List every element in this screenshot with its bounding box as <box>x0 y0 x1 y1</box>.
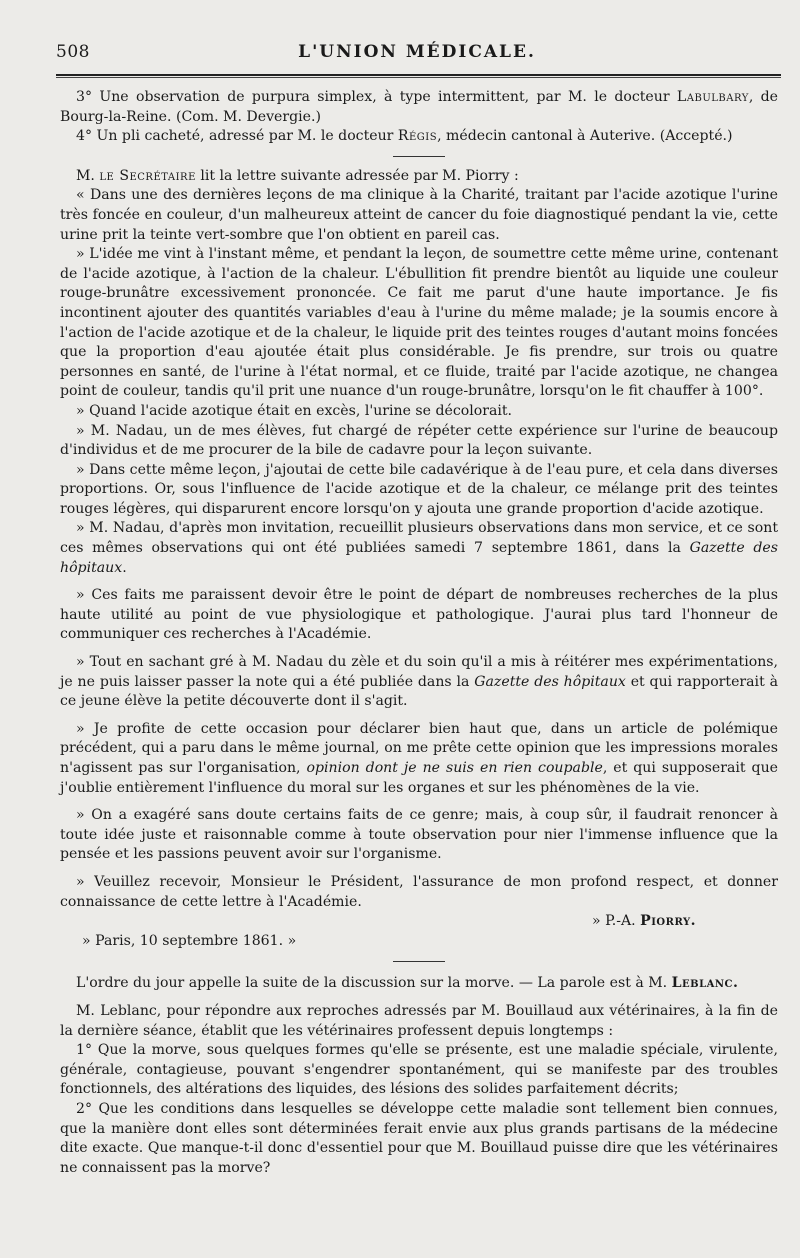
letter-paragraph: » M. Nadau, d'après mon invitation, recueillit plusieurs observations dans mon service, et ce sont ces mêmes observations qui ont été publiées samedi 7 septembre 1861, dans la Gazette des hôpitaux. <box>60 520 778 576</box>
letter-paragraph: » Je profite de cette occasion pour déclarer bien haut que, dans un article de polémique précédent, qui a paru dans le même journal, on me prête cette opinion que les impressions morales n'agissent pas sur l'organisation, opinion dont je ne suis en rien coupable, et qui supposerait que j'oublie entièrement l'influence du moral sur les organes et sur les phénomènes de la vie. <box>60 720 778 796</box>
point-item: 2° Que les conditions dans lesquelles se développe cette maladie sont tellement bien connues, que la manière dont elles sont déterminées ferait envie aux plus grands partisans de la médecine dite exacte. Que manque-t-il donc d'essentiel pour que M. Bouillaud puisse dire que les vétérinaires ne connaissent pas la morve? <box>60 1100 778 1176</box>
section-separator <box>393 156 445 157</box>
running-title: L'UNION MÉDICALE. <box>298 42 536 62</box>
letter-paragraph: » Veuillez recevoir, Monsieur le Président, l'assurance de mon profond respect, et donner connaissance de cette lettre à l'Académie. <box>60 873 778 910</box>
point-item: 1° Que la morve, sous quelques formes qu'elle se présente, est une maladie spéciale, virulente, générale, contagieuse, pouvant s'engendrer spontanément, qui se manifeste par des troubles fonctionnels, des altérations des liquides, des lésions des solides parfaitement décrits; <box>60 1042 778 1098</box>
dateline: » Paris, 10 septembre 1861. » <box>82 932 297 949</box>
signature: » P.-A. Piorry. <box>592 913 696 930</box>
letter-paragraph: » Quand l'acide azotique était en excès, l'urine se décolorait. <box>76 402 512 419</box>
leblanc-intro: M. Leblanc, pour répondre aux reproches adressés par M. Bouillaud aux vétérinaires, à la fin de la dernière séance, établit que les vétérinaires professent depuis longtemps : <box>60 1002 778 1039</box>
agenda: L'ordre du jour appelle la suite de la discussion sur la morve. — La parole est à M. Leblanc. <box>76 975 739 992</box>
page-header <box>56 42 778 70</box>
letter-paragraph: » M. Nadau, un de mes élèves, fut chargé de répéter cette expérience sur l'urine de beaucoup d'individus et de me procurer de la bile de cadavre pour la leçon suivante. <box>60 422 778 459</box>
secretary-intro: M. le Secrétaire lit la lettre suivante adressée par M. Piorry : <box>76 167 519 184</box>
letter-paragraph: » Tout en sachant gré à M. Nadau du zèle et du soin qu'il a mis à réitérer mes expérimentations, je ne puis laisser passer la note qui a été publiée dans la Gazette des hôpitaux et qui rapporterait à ce jeune élève la petite découverte dont il s'agit. <box>60 654 778 710</box>
item-3: 3° Une observation de purpura simplex, à type intermittent, par M. le docteur Labulbary, de Bourg-la-Reine. (Com. M. Devergie.) <box>60 89 778 125</box>
item-4: 4° Un pli cacheté, adressé par M. le docteur Régis, médecin cantonal à Auterive. (Accepté.) <box>76 128 733 145</box>
header-rule-thin <box>56 77 781 78</box>
header-rule <box>56 74 781 76</box>
letter-paragraph: » Dans cette même leçon, j'ajoutai de cette bile cadavérique à de l'eau pure, et cela dans diverses proportions. Or, sous l'influence de l'acide azotique et de la chaleur, ce mélange prit des teintes rouges légères, qui disparurent encore lorsqu'on y ajouta une grande proportion d'acide azotique. <box>60 461 778 517</box>
section-separator <box>393 961 445 962</box>
page-number: 508 <box>56 42 90 62</box>
letter-paragraph: » Ces faits me paraissent devoir être le point de départ de nombreuses recherches de la plus haute utilité au point de vue physiologique et pathologique. J'aurai plus tard l'honneur de communiquer ces recherches à l'Académie. <box>60 587 778 643</box>
letter-paragraph: « Dans une des dernières leçons de ma clinique à la Charité, traitant par l'acide azotique l'urine très foncée en couleur, d'un malheureux atteint de cancer du foie diagnostiqué pendant la vie, cette urine prit la teinte vert-sombre que l'on obtient en pareil cas. <box>60 187 778 243</box>
letter-paragraph: » L'idée me vint à l'instant même, et pendant la leçon, de soumettre cette même urine, contenant de l'acide azotique, à l'action de la chaleur. L'ébullition fit prendre bientôt au liquide une couleur rouge-brunâtre excessivement prononcée. Ce fait me parut d'une haute importance. Je fis incontinent ajouter des quantités variables d'eau à l'urine du même malade; je la soumis encore à l'action de l'acide azotique et de la chaleur, le liquide prit des teintes rouges d'autant moins foncées que la proportion d'eau ajoutée était plus considérable. Je fis prendre, sur trois ou quatre personnes en santé, de l'urine à l'état normal, et ce fluide, traité par l'acide azotique, ne changea point de couleur, tandis qu'il prit une nuance d'un rouge-brunâtre, lorsqu'on le fit chauffer à 100°. <box>60 246 778 400</box>
page-body <box>60 88 778 1178</box>
letter-paragraph: » On a exagéré sans doute certains faits de ce genre; mais, à coup sûr, il faudrait renoncer à toute idée juste et raisonnable comme à toute observation pour nier l'immense influence que la pensée et les passions peuvent avoir sur l'organisme. <box>60 807 778 863</box>
